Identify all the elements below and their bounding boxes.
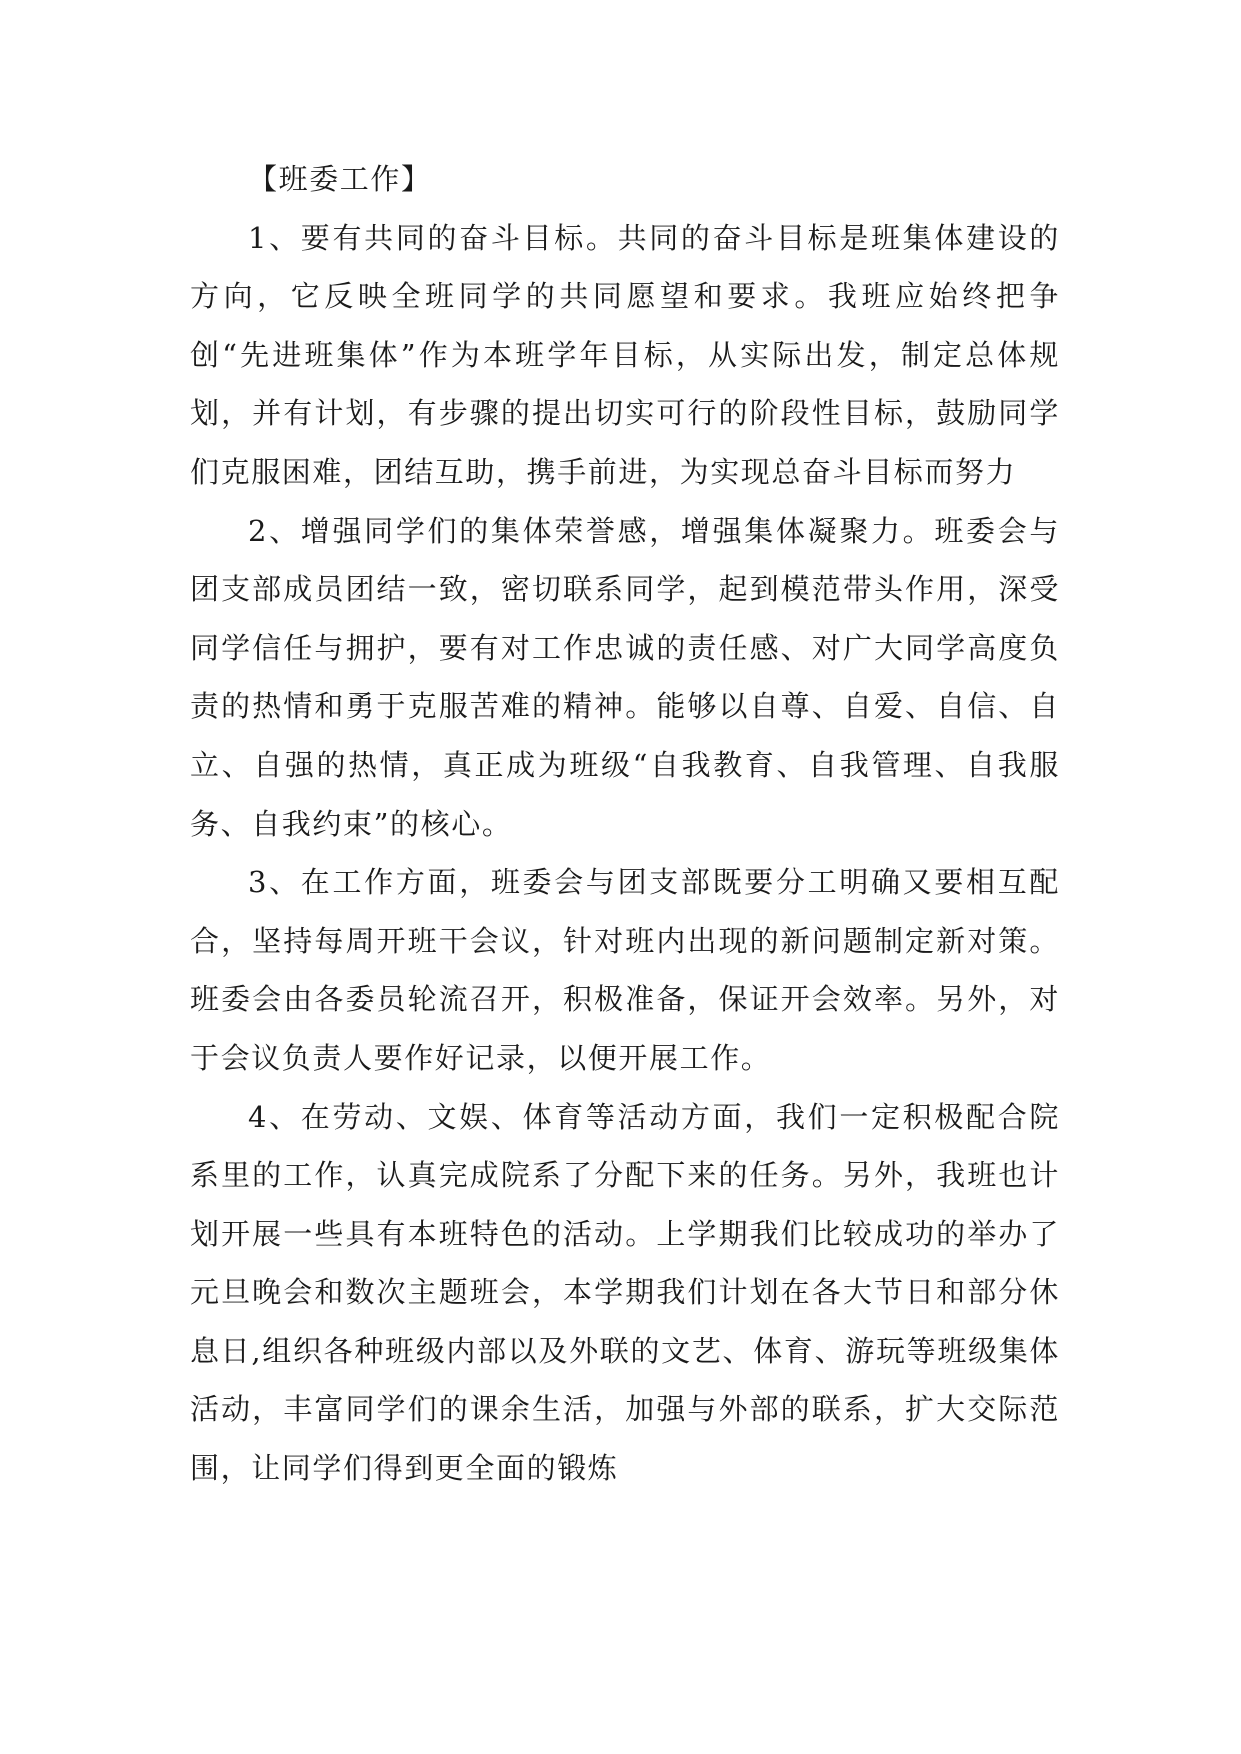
paragraph-2: 2、增强同学们的集体荣誉感，增强集体凝聚力。班委会与团支部成员团结一致，密切联系同学，起到模范带头作用，深受同学信任与拥护，要有对工作忠诚的责任感、对广大同学高度负责的热情和勇于克服苦难的精神。能够以自尊、自爱、自信、自立、自强的热情，真正成为班级“自我教育、自我管理、自我服务、自我约束”的核心。 — [190, 513, 1060, 841]
section-heading: 【班委工作】 — [248, 162, 432, 196]
paragraph-3: 3、在工作方面，班委会与团支部既要分工明确又要相互配合，坚持每周开班干会议，针对班内出现的新问题制定新对策。班委会由各委员轮流召开，积极准备，保证开会效率。另外，对于会议负责人要作好记录，以便开展工作。 — [190, 865, 1060, 1075]
paragraph-4: 4、在劳动、文娱、体育等活动方面，我们一定积极配合院系里的工作，认真完成院系了分配下来的任务。另外，我班也计划开展一些具有本班特色的活动。上学期我们比较成功的举办了元旦晚会和数次主题班会，本学期我们计划在各大节日和部分休息日,组织各种班级内部以及外联的文艺、体育、游玩等班级集体活动，丰富同学们的课余生活，加强与外部的联系，扩大交际范围，让同学们得到更全面的锻炼 — [190, 1099, 1060, 1486]
document-body — [190, 150, 1060, 1498]
paragraph-1: 1、要有共同的奋斗目标。共同的奋斗目标是班集体建设的方向，它反映全班同学的共同愿望和要求。我班应始终把争创“先进班集体”作为本班学年目标，从实际出发，制定总体规划，并有计划，有步骤的提出切实可行的阶段性目标，鼓励同学们克服困难，团结互助，携手前进，为实现总奋斗目标而努力 — [190, 220, 1060, 489]
